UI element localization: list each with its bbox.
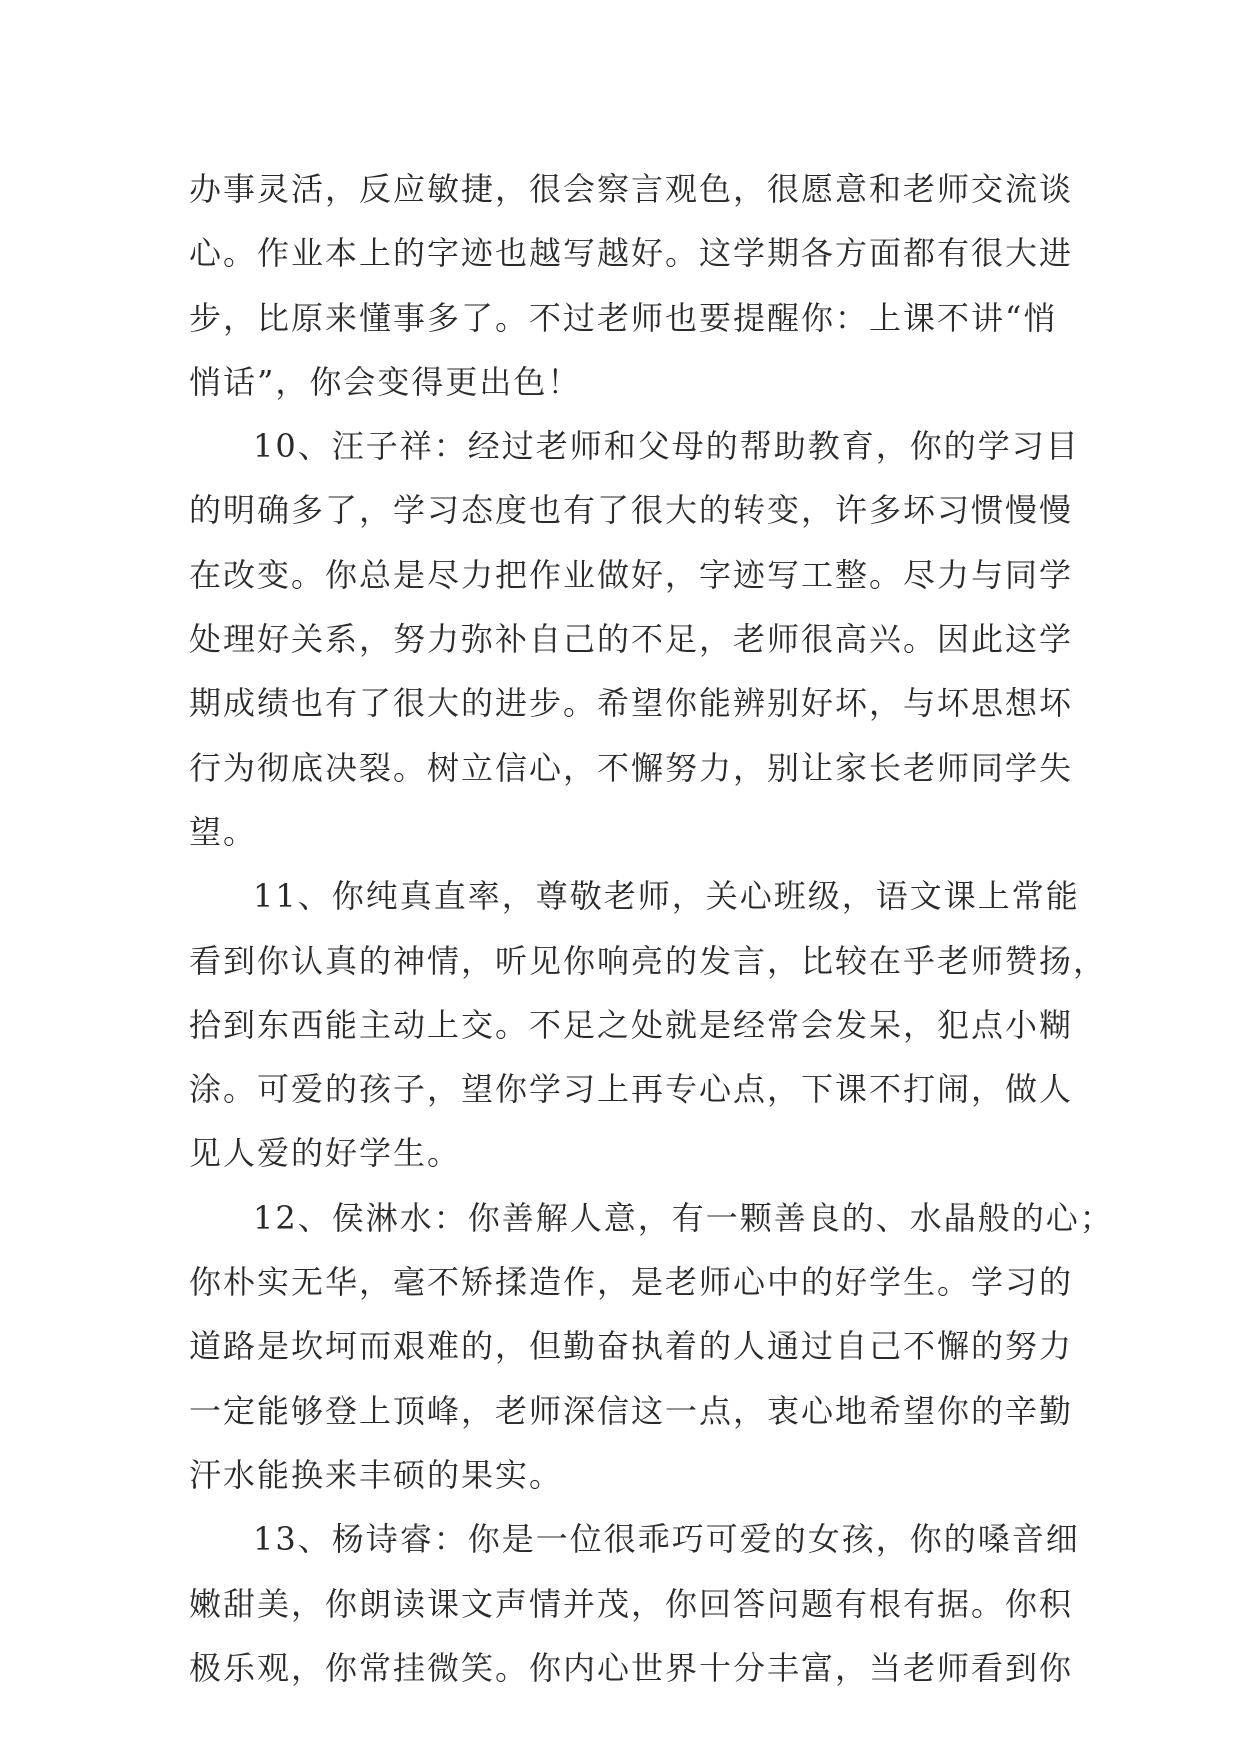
text-line: 悄话”，你会变得更出色！ bbox=[189, 362, 582, 401]
text-line: 在改变。你总是尽力把作业做好，字迹写工整。尽力与同学 bbox=[189, 555, 1074, 594]
text-line: 望。 bbox=[189, 812, 258, 851]
text-line: 的明确多了，学习态度也有了很大的转变，许多坏习惯慢慢 bbox=[189, 491, 1074, 530]
text-line: 拾到东西能主动上交。不足之处就是经常会发呆，犯点小糊 bbox=[189, 1005, 1074, 1044]
text-line: 办事灵活，反应敏捷，很会察言观色，很愿意和老师交流谈 bbox=[189, 170, 1074, 208]
text-line: 涂。可爱的孩子，望你学习上再专心点，下课不打闹，做人 bbox=[189, 1070, 1074, 1109]
text-line: 13、杨诗睿：你是一位很乖巧可爱的女孩，你的嗓音细 bbox=[253, 1520, 1080, 1559]
text-line: 见人爱的好学生。 bbox=[189, 1134, 462, 1173]
text-line: 10、汪子祥：经过老师和父母的帮助教育，你的学习目 bbox=[253, 427, 1080, 466]
text-line: 汗水能换来丰硕的果实。 bbox=[189, 1455, 564, 1494]
text-line: 步，比原来懂事多了。不过老师也要提醒你：上课不讲“悄 bbox=[189, 298, 1058, 337]
text-line: 一定能够登上顶峰，老师深信这一点，衷心地希望你的辛勤 bbox=[189, 1391, 1074, 1430]
text-line: 极乐观，你常挂微笑。你内心世界十分丰富，当老师看到你 bbox=[189, 1648, 1074, 1687]
text-line: 看到你认真的神情，听见你响亮的发言，比较在乎老师赞扬， bbox=[189, 941, 1108, 980]
text-line: 嫩甜美，你朗读课文声情并茂，你回答问题有根有据。你积 bbox=[189, 1584, 1074, 1623]
document-body bbox=[189, 157, 1114, 1700]
text-line: 期成绩也有了很大的进步。希望你能辨别好坏，与坏思想坏 bbox=[189, 684, 1074, 723]
text-line: 心。作业本上的字迹也越写越好。这学期各方面都有很大进 bbox=[189, 234, 1074, 273]
text-line: 12、侯淋水：你善解人意，有一颗善良的、水晶般的心； bbox=[253, 1198, 1114, 1237]
text-line: 11、你纯真直率，尊敬老师，关心班级，语文课上常能 bbox=[253, 877, 1080, 916]
text-line: 处理好关系，努力弥补自己的不足，老师很高兴。因此这学 bbox=[189, 620, 1074, 659]
text-line: 道路是坎坷而艰难的，但勤奋执着的人通过自己不懈的努力 bbox=[189, 1327, 1074, 1366]
text-line: 你朴实无华，毫不矫揉造作，是老师心中的好学生。学习的 bbox=[189, 1263, 1074, 1302]
text-line: 行为彻底决裂。树立信心，不懈努力，别让家长老师同学失 bbox=[189, 748, 1074, 787]
